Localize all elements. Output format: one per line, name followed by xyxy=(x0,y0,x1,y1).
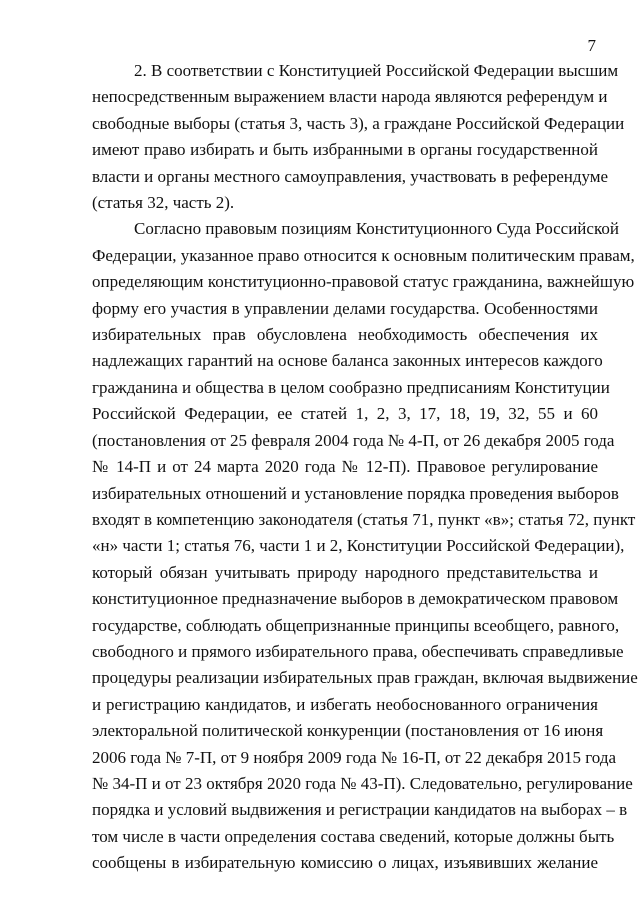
text-line: электоральной политической конкуренции (постановления от 16 июня xyxy=(92,721,604,741)
text-line: непосредственным выражением власти народа являются референдум и xyxy=(92,87,608,107)
text-line: № 14-П и от 24 марта 2020 года № 12-П). Правовое регулирование xyxy=(92,457,598,477)
paragraph-court-positions xyxy=(92,216,638,876)
text-line: (статья 32, часть 2). xyxy=(92,193,235,213)
text-line: «н» части 1; статья 76, части 1 и 2, Конституции Российской Федерации), xyxy=(92,536,625,556)
document-body xyxy=(92,58,638,877)
page-number: 7 xyxy=(587,36,596,55)
text-line: свободного и прямого избирательного права, обеспечивать справедливые xyxy=(92,641,624,661)
text-line: процедуры реализации избирательных прав граждан, включая выдвижение xyxy=(92,668,638,688)
paragraph-constitution-rights xyxy=(92,58,625,216)
text-line: 2006 года № 7-П, от 9 ноября 2009 года № 16-П, от 22 декабря 2015 года xyxy=(92,747,617,767)
text-line: власти и органы местного самоуправления, участвовать в референдуме xyxy=(92,166,609,186)
text-line: Российской Федерации, ее статей 1, 2, 3, 17, 18, 19, 32, 55 и 60 xyxy=(92,404,598,424)
text-line: 2. В соответствии с Конституцией Российской Федерации высшим xyxy=(134,61,619,80)
text-line: определяющим конституционно-правовой статус гражданина, важнейшую xyxy=(92,272,635,292)
text-line: имеют право избирать и быть избранными в органы государственной xyxy=(92,140,598,160)
text-line: гражданина и общества в целом сообразно предписаниям Конституции xyxy=(92,377,610,397)
text-line: государстве, соблюдать общепризнанные принципы всеобщего, равного, xyxy=(92,615,620,635)
text-line: том числе в части определения состава сведений, которые должны быть xyxy=(92,826,615,846)
text-line: форму его участия в управлении делами государства. Особенностями xyxy=(92,298,598,318)
text-line: избирательных отношений и установление порядка проведения выборов xyxy=(92,483,619,503)
text-line: порядка и условий выдвижения и регистрации кандидатов на выборах – в xyxy=(92,800,628,820)
text-line: Федерации, указанное право относится к основным политическим правам, xyxy=(92,245,635,265)
text-line: избирательных прав обусловлена необходимость обеспечения их xyxy=(92,325,598,345)
text-line: (постановления от 25 февраля 2004 года № 4-П, от 26 декабря 2005 года xyxy=(92,430,615,450)
text-line: Согласно правовым позициям Конституционного Суда Российской xyxy=(134,219,619,239)
text-line: конституционное предназначение выборов в демократическом правовом xyxy=(92,589,619,609)
text-line: сообщены в избирательную комиссию о лицах, изъявивших желание xyxy=(92,853,598,873)
text-line: № 34-П и от 23 октября 2020 года № 43-П). Следовательно, регулирование xyxy=(92,773,633,793)
text-line: свободные выборы (статья 3, часть 3), а граждане Российской Федерации xyxy=(92,113,625,133)
text-line: и регистрацию кандидатов, и избегать необоснованного ограничения xyxy=(92,694,598,714)
text-line: надлежащих гарантий на основе баланса законных интересов каждого xyxy=(92,351,603,371)
text-line: который обязан учитывать природу народного представительства и xyxy=(92,562,598,582)
text-line: входят в компетенцию законодателя (статья 71, пункт «в»; статья 72, пункт xyxy=(92,509,636,529)
